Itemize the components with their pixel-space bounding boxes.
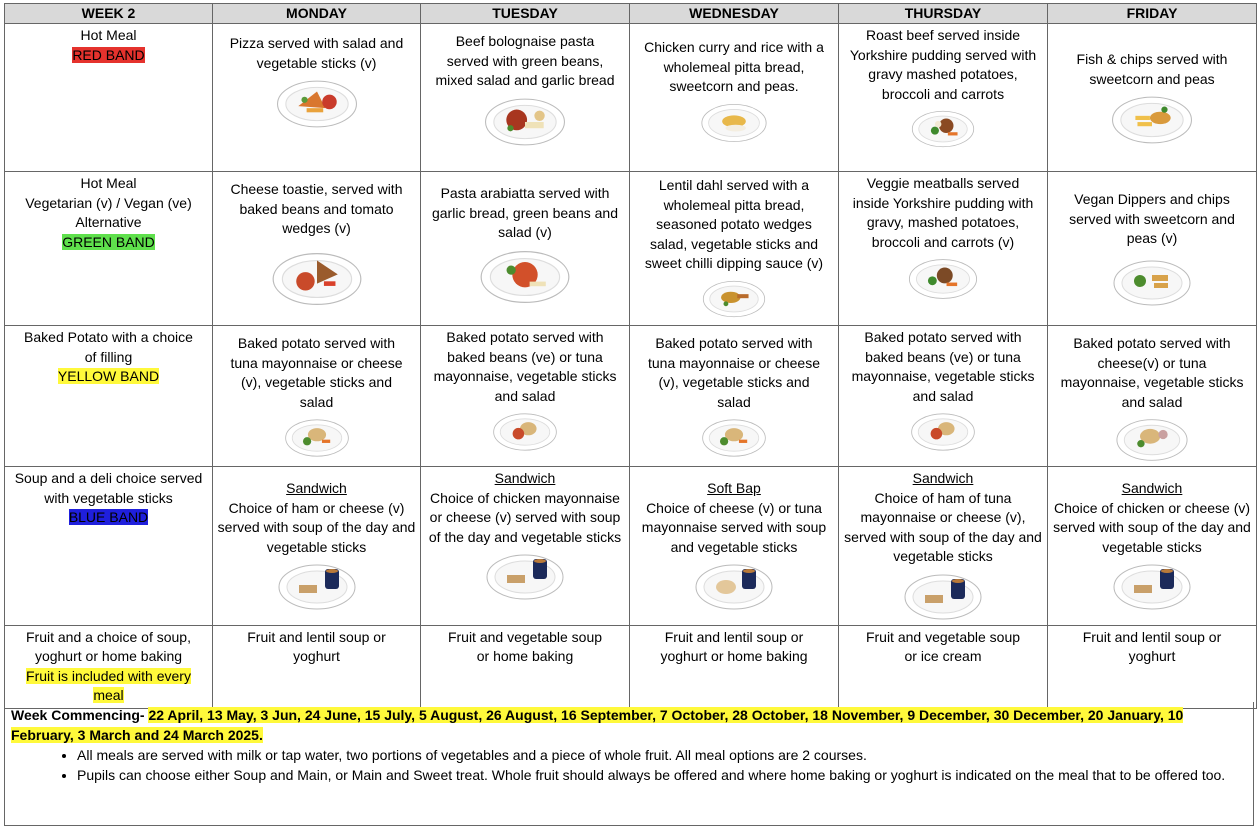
footer-note: • All meals are served with milk or tap water, two portions of vegetables and a piece of whole fruit. All meal options are 2 courses. [77, 745, 1247, 765]
fruit-wednesday [630, 625, 839, 708]
potato-label-cell [5, 326, 213, 467]
vegan-dippers-plate-icon [1112, 257, 1192, 309]
veg-meal-friday [1048, 172, 1257, 326]
meal-text: Pasta arabiatta served with garlic bread, green beans and salad (v) [431, 185, 619, 240]
meal-text: Veggie meatballs served inside Yorkshire pudding with gravy, mashed potatoes, broccoli and carrots (v) [852, 175, 1034, 250]
week-commencing-label: Week Commencing- [11, 707, 145, 723]
baked-potato-plate-icon [1114, 416, 1190, 464]
hot-meal-wednesday [630, 24, 839, 172]
fruit-label: Fruit and a choice of soup, yoghurt or home baking [26, 628, 191, 664]
deli-title: Sandwich [1121, 480, 1183, 496]
header-row [5, 4, 1257, 24]
deli-title: Sandwich [494, 470, 556, 486]
meal-text: Fruit and lentil soup or yoghurt or home baking [660, 628, 808, 664]
potato-label: Baked Potato with a choice of filling [24, 329, 193, 365]
day-header-monday: MONDAY [213, 4, 421, 24]
meal-text: Choice of ham of tuna mayonnaise or cheese (v), served with soup of the day and vegetable sticks [844, 489, 1042, 564]
deli-title: Sandwich [912, 470, 974, 486]
hot-meal-thursday [839, 24, 1048, 172]
fruit-thursday [839, 625, 1048, 708]
meal-text: Chicken curry and rice with a wholemeal pitta bread, sweetcorn and peas. [644, 39, 824, 94]
fruit-friday [1048, 625, 1257, 708]
hot-meal-tuesday [421, 24, 630, 172]
fruit-tuesday [421, 625, 630, 708]
sandwich-soup-plate-icon [903, 571, 983, 623]
meal-text: Vegan Dippers and chips served with sweetcorn and peas (v) [1069, 191, 1235, 246]
meal-text: Baked potato served with baked beans (ve) or tuna mayonnaise, vegetable sticks and salad [433, 329, 617, 404]
red-band-badge: RED BAND [72, 46, 145, 63]
meal-text: Baked potato served with baked beans (ve) or tuna mayonnaise, vegetable sticks and salad [851, 329, 1035, 404]
footer-notes [11, 745, 1247, 785]
sandwich-soup-plate-icon [485, 551, 565, 603]
fish-chips-plate-icon [1109, 93, 1195, 147]
potato-row [5, 326, 1257, 467]
meal-text: Lentil dahl served with a wholemeal pitta bread, seasoned potato wedges salad, vegetable sticks and sweet chilli dipping sauce (v) [644, 177, 824, 271]
fruit-row [5, 625, 1257, 708]
hot-meal-row [5, 24, 1257, 172]
meal-text: Fruit and vegetable soup or ice cream [865, 628, 1021, 664]
pizza-plate-icon [274, 77, 360, 131]
meal-text: Roast beef served inside Yorkshire pudding served with gravy mashed potatoes, broccoli and carrots [849, 27, 1037, 102]
hot-meal-friday [1048, 24, 1257, 172]
fruit-note: Fruit is included with every meal [26, 667, 191, 703]
menu-footer [4, 702, 1254, 826]
sandwich-soup-plate-icon [277, 561, 357, 613]
veggie-meatballs-plate-icon [907, 256, 979, 302]
veg-meal-tuesday [421, 172, 630, 326]
soup-label-cell [5, 467, 213, 626]
meal-text: Fish & chips served with sweetcorn and peas [1076, 51, 1228, 87]
footer-note: • Pupils can choose either Soup and Main, or Main and Sweet treat. Whole fruit should always be offered and where home baking or yoghurt is indicated on the meal that to be offered too. [77, 765, 1247, 785]
potato-tuesday [421, 326, 630, 467]
day-header-thursday: THURSDAY [839, 4, 1048, 24]
meal-text: Baked potato served with tuna mayonnaise or cheese (v), vegetable sticks and salad [648, 335, 820, 410]
meal-text: Pizza served with salad and vegetable sticks (v) [229, 35, 404, 71]
yellow-band-badge: YELLOW BAND [57, 368, 160, 384]
bolognaise-plate-icon [482, 95, 568, 149]
bap-soup-plate-icon [694, 561, 774, 613]
veg-meal-wednesday [630, 172, 839, 326]
meal-text: Baked potato served with tuna mayonnaise or cheese (v), vegetable sticks and salad [230, 335, 403, 410]
potato-monday [213, 326, 421, 467]
day-header-wednesday: WEDNESDAY [630, 4, 839, 24]
green-band-badge: GREEN BAND [62, 233, 155, 250]
soup-thursday [839, 467, 1048, 626]
meal-text: Fruit and lentil soup or yoghurt [1082, 628, 1222, 664]
hot-meal-label-cell [5, 24, 213, 172]
soup-row [5, 467, 1257, 626]
meal-text: Fruit and lentil soup or yoghurt [247, 628, 386, 664]
baked-potato-plate-icon [284, 416, 350, 460]
soup-wednesday [630, 467, 839, 626]
potato-friday [1048, 326, 1257, 467]
blue-band-badge: BLUE BAND [68, 509, 149, 525]
roast-beef-plate-icon [910, 108, 976, 150]
baked-potato-beans-plate-icon [492, 410, 558, 454]
veg-label-line1: Hot Meal [80, 175, 137, 191]
soup-friday [1048, 467, 1257, 626]
cheese-toastie-plate-icon [269, 249, 365, 309]
baked-potato-beans-plate-icon [910, 410, 976, 454]
arabiatta-plate-icon [477, 247, 573, 307]
meal-text: Cheese toastie, served with baked beans and tomato wedges (v) [230, 181, 403, 236]
baked-potato-plate-icon [701, 416, 767, 460]
soup-tuesday [421, 467, 630, 626]
veg-meal-row [5, 172, 1257, 326]
potato-thursday [839, 326, 1048, 467]
week-commencing-dates: 22 April, 13 May, 3 Jun, 24 June, 15 July, 5 August, 26 August, 16 September, 7 October, 28 October, 18 November, 9 December, 30 December, 20 January, 10 February, 3 March and 24 March 2025. [11, 707, 1184, 743]
veg-meal-monday [213, 172, 421, 326]
day-header-tuesday: TUESDAY [421, 4, 630, 24]
meal-text: Choice of cheese (v) or tuna mayonnaise served with soup and vegetable sticks [641, 499, 827, 555]
hot-meal-monday [213, 24, 421, 172]
sandwich-soup-plate-icon [1112, 561, 1192, 613]
menu-table [4, 3, 1257, 709]
fruit-label-cell [5, 625, 213, 708]
potato-wednesday [630, 326, 839, 467]
curry-plate-icon [699, 101, 769, 145]
fruit-monday [213, 625, 421, 708]
meal-text: Choice of chicken or cheese (v) served with soup of the day and vegetable sticks [1053, 499, 1251, 555]
meal-text: Choice of ham or cheese (v) served with soup of the day and vegetable sticks [217, 499, 416, 555]
soup-label: Soup and a deli choice served with vegetable sticks [14, 470, 203, 506]
week-commencing [11, 705, 1247, 745]
meal-text: Beef bolognaise pasta served with green beans, mixed salad and garlic bread [435, 33, 615, 88]
hot-meal-label: Hot Meal [80, 27, 137, 43]
meal-text: Baked potato served with cheese(v) or tuna mayonnaise, vegetable sticks and salad [1060, 335, 1244, 410]
deli-title: Sandwich [286, 480, 347, 496]
veg-meal-label-cell [5, 172, 213, 326]
veg-meal-thursday [839, 172, 1048, 326]
lentil-dahl-plate-icon [701, 278, 767, 320]
meal-text: Choice of chicken mayonnaise or cheese (v) served with soup of the day and vegetable sticks [428, 489, 622, 545]
week-header: WEEK 2 [5, 4, 213, 24]
meal-text: Fruit and vegetable soup or home baking [447, 628, 603, 664]
veg-label-line2: Vegetarian (v) / Vegan (ve) Alternative [25, 194, 192, 230]
deli-title: Soft Bap [707, 480, 761, 496]
day-header-friday: FRIDAY [1048, 4, 1257, 24]
soup-monday [213, 467, 421, 626]
